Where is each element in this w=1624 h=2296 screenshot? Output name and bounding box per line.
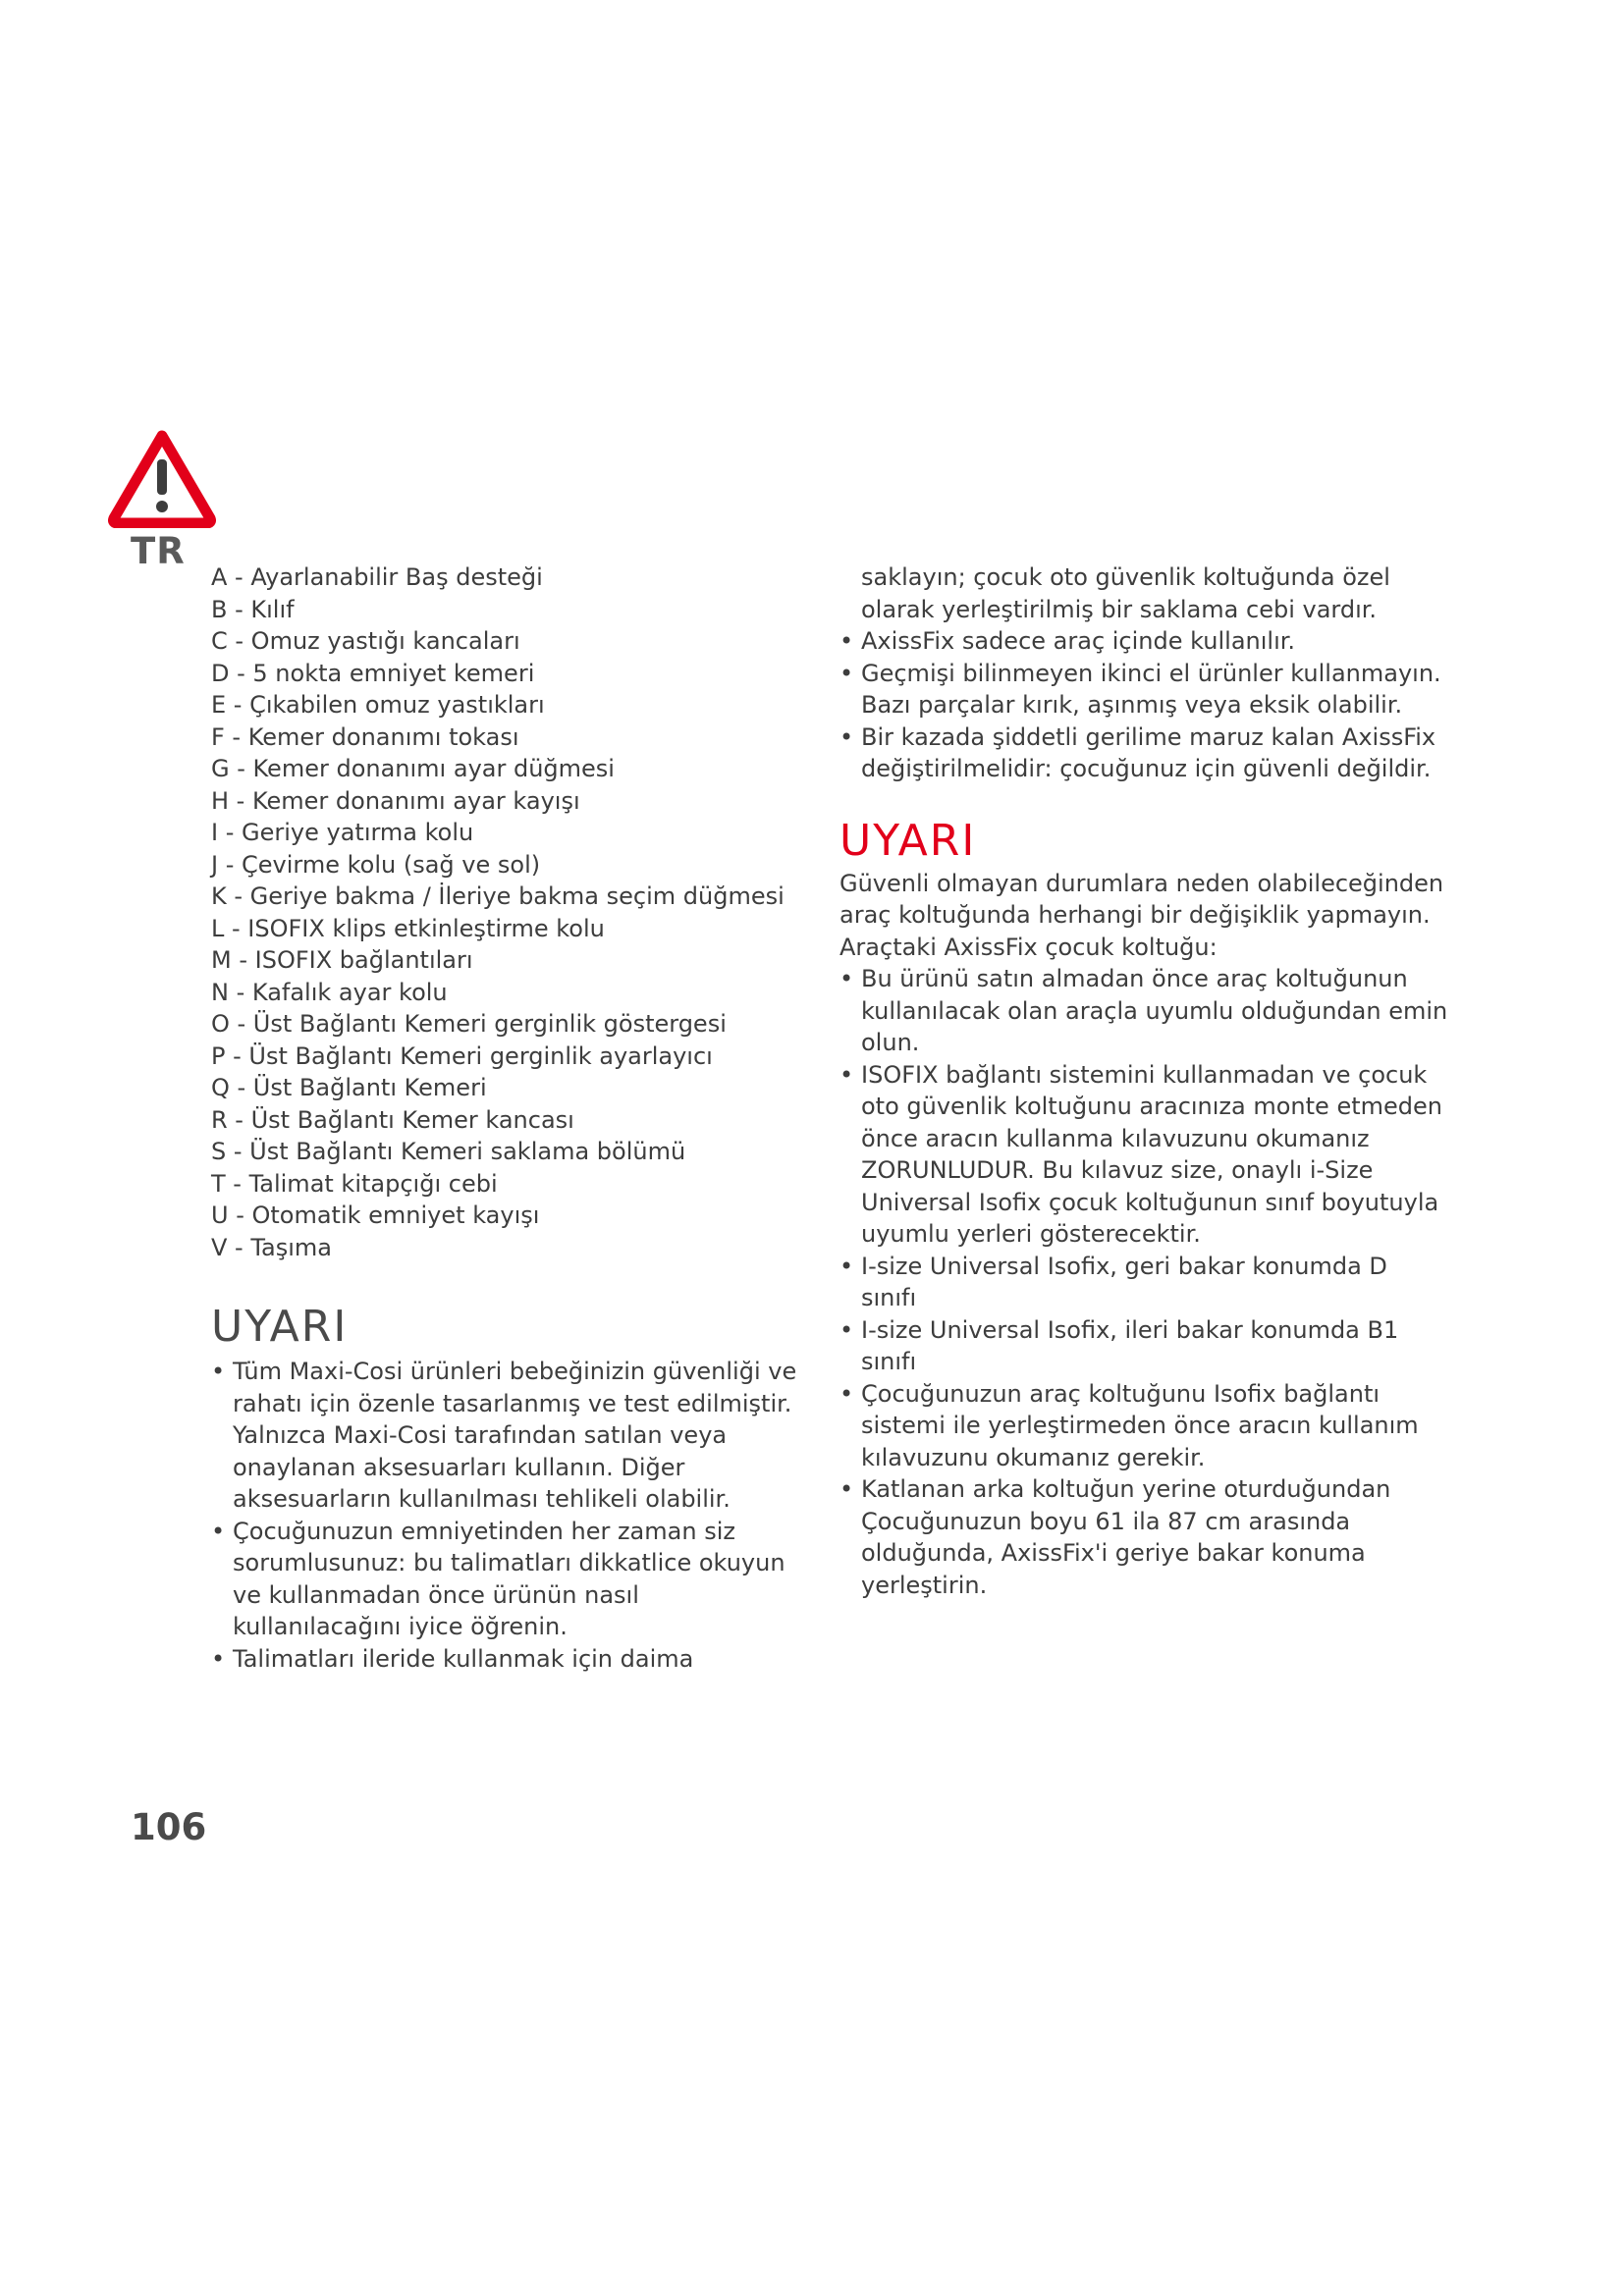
- parts-list-item: E - Çıkabilen omuz yastıkları: [211, 691, 545, 719]
- parts-list-item: N - Kafalık ayar kolu: [211, 978, 448, 1006]
- left-column: [211, 561, 810, 1675]
- warning-bullets: [839, 625, 1448, 785]
- parts-list-item: G - Kemer donanımı ayar düğmesi: [211, 755, 615, 782]
- warning-bullets: [839, 963, 1448, 1601]
- parts-list-item: B - Kılıf: [211, 595, 295, 623]
- parts-list-item: H - Kemer donanımı ayar kayışı: [211, 786, 580, 815]
- warning-intro: Güvenli olmayan durumlara neden olabileceğinden araç koltuğunda herhangi bir değişiklik yapmayın.: [839, 869, 1444, 929]
- warning-bullet: • ISOFIX bağlantı sistemini kullanmadan ve çocuk oto güvenlik koltuğunu aracınıza monte etmeden önce aracın kullanma kılavuzunu okumanız ZORUNLUDUR. Bu kılavuz size, onaylı i-Size Universal Isofix çocuk koltuğunun sınıf boyutuyla uyumlu yerleri gösterecektir.: [839, 1059, 1448, 1251]
- warning-bullet: • AxissFix sadece araç içinde kullanılır.: [839, 625, 1448, 658]
- parts-list-item: Q - Üst Bağlantı Kemeri: [211, 1074, 487, 1101]
- warning-bullet: • Talimatları ileride kullanmak için daima: [211, 1643, 810, 1676]
- parts-list-item: M - ISOFIX bağlantıları: [211, 946, 473, 974]
- warning-bullet: • Geçmişi bilinmeyen ikinci el ürünler kullanmayın. Bazı parçalar kırık, aşınmış veya eksik olabilir.: [839, 658, 1448, 721]
- warning-bullet: • Katlanan arka koltuğun yerine oturduğundan Çocuğunuzun boyu 61 ila 87 cm arasında olduğunda, AxissFix'i geriye bakar konuma yerleştirin.: [839, 1473, 1448, 1601]
- page-number: 106: [131, 1806, 207, 1848]
- warning-heading-red: UYARI: [839, 815, 977, 866]
- language-code: TR: [131, 530, 186, 572]
- continued-bullet-text: saklayın; çocuk oto güvenlik koltuğunda özel olarak yerleştirilmiş bir saklama cebi vardır.: [861, 563, 1390, 623]
- parts-list-item: O - Üst Bağlantı Kemeri gerginlik göstergesi: [211, 1010, 727, 1038]
- parts-list-item: J - Çevirme kolu (sağ ve sol): [211, 850, 541, 879]
- warning-bullet: • I-size Universal Isofix, ileri bakar konumda B1 sınıfı: [839, 1314, 1448, 1378]
- parts-list-item: S - Üst Bağlantı Kemeri saklama bölümü: [211, 1138, 686, 1165]
- parts-list-item: V - Taşıma: [211, 1233, 332, 1261]
- parts-list-item: A - Ayarlanabilir Baş desteği: [211, 563, 543, 591]
- warning-bullet: • I-size Universal Isofix, geri bakar konumda D sınıfı: [839, 1251, 1448, 1314]
- warning-bullets: [211, 1356, 810, 1675]
- parts-list-item: I - Geriye yatırma kolu: [211, 819, 474, 846]
- right-column: [839, 561, 1448, 1601]
- parts-list-item: D - 5 nokta emniyet kemeri: [211, 659, 535, 687]
- parts-list-item: C - Omuz yastığı kancaları: [211, 627, 520, 655]
- parts-list-item: P - Üst Bağlantı Kemeri gerginlik ayarlayıcı: [211, 1041, 713, 1070]
- warning-subtitle: Araçtaki AxissFix çocuk koltuğu:: [839, 933, 1218, 961]
- parts-list-item: R - Üst Bağlantı Kemer kancası: [211, 1105, 574, 1134]
- warning-heading: UYARI: [211, 1302, 349, 1352]
- parts-list-item: L - ISOFIX klips etkinleştirme kolu: [211, 914, 605, 942]
- parts-list: [211, 561, 810, 1263]
- warning-bullet: • Çocuğunuzun emniyetinden her zaman siz sorumlusunuz: bu talimatları dikkatlice okuyun ve kullanmadan önce ürünün nasıl kullanılacağını iyice öğrenin.: [211, 1516, 810, 1643]
- warning-bullet: • Tüm Maxi-Cosi ürünleri bebeğinizin güvenliği ve rahatı için özenle tasarlanmış ve test edilmiştir. Yalnızca Maxi-Cosi tarafından satılan veya onaylanan aksesuarları kullanın. Diğer aksesuarların kullanılması tehlikeli olabilir.: [211, 1356, 810, 1516]
- warning-bullet: • Bu ürünü satın almadan önce araç koltuğunun kullanılacak olan araçla uyumlu olduğundan emin olun.: [839, 963, 1448, 1059]
- parts-list-item: F - Kemer donanımı tokası: [211, 722, 519, 751]
- parts-list-item: K - Geriye bakma / İleriye bakma seçim düğmesi: [211, 882, 785, 910]
- warning-bullet: • Bir kazada şiddetli gerilime maruz kalan AxissFix değiştirilmelidir: çocuğunuz için güvenli değildir.: [839, 721, 1448, 785]
- warning-triangle-icon: [108, 430, 216, 528]
- parts-list-item: U - Otomatik emniyet kayışı: [211, 1201, 540, 1229]
- parts-list-item: T - Talimat kitapçığı cebi: [211, 1169, 498, 1198]
- warning-bullet: • Çocuğunuzun araç koltuğunu Isofix bağlantı sistemi ile yerleştirmeden önce aracın kullanım kılavuzunu okumanız gerekir.: [839, 1378, 1448, 1474]
